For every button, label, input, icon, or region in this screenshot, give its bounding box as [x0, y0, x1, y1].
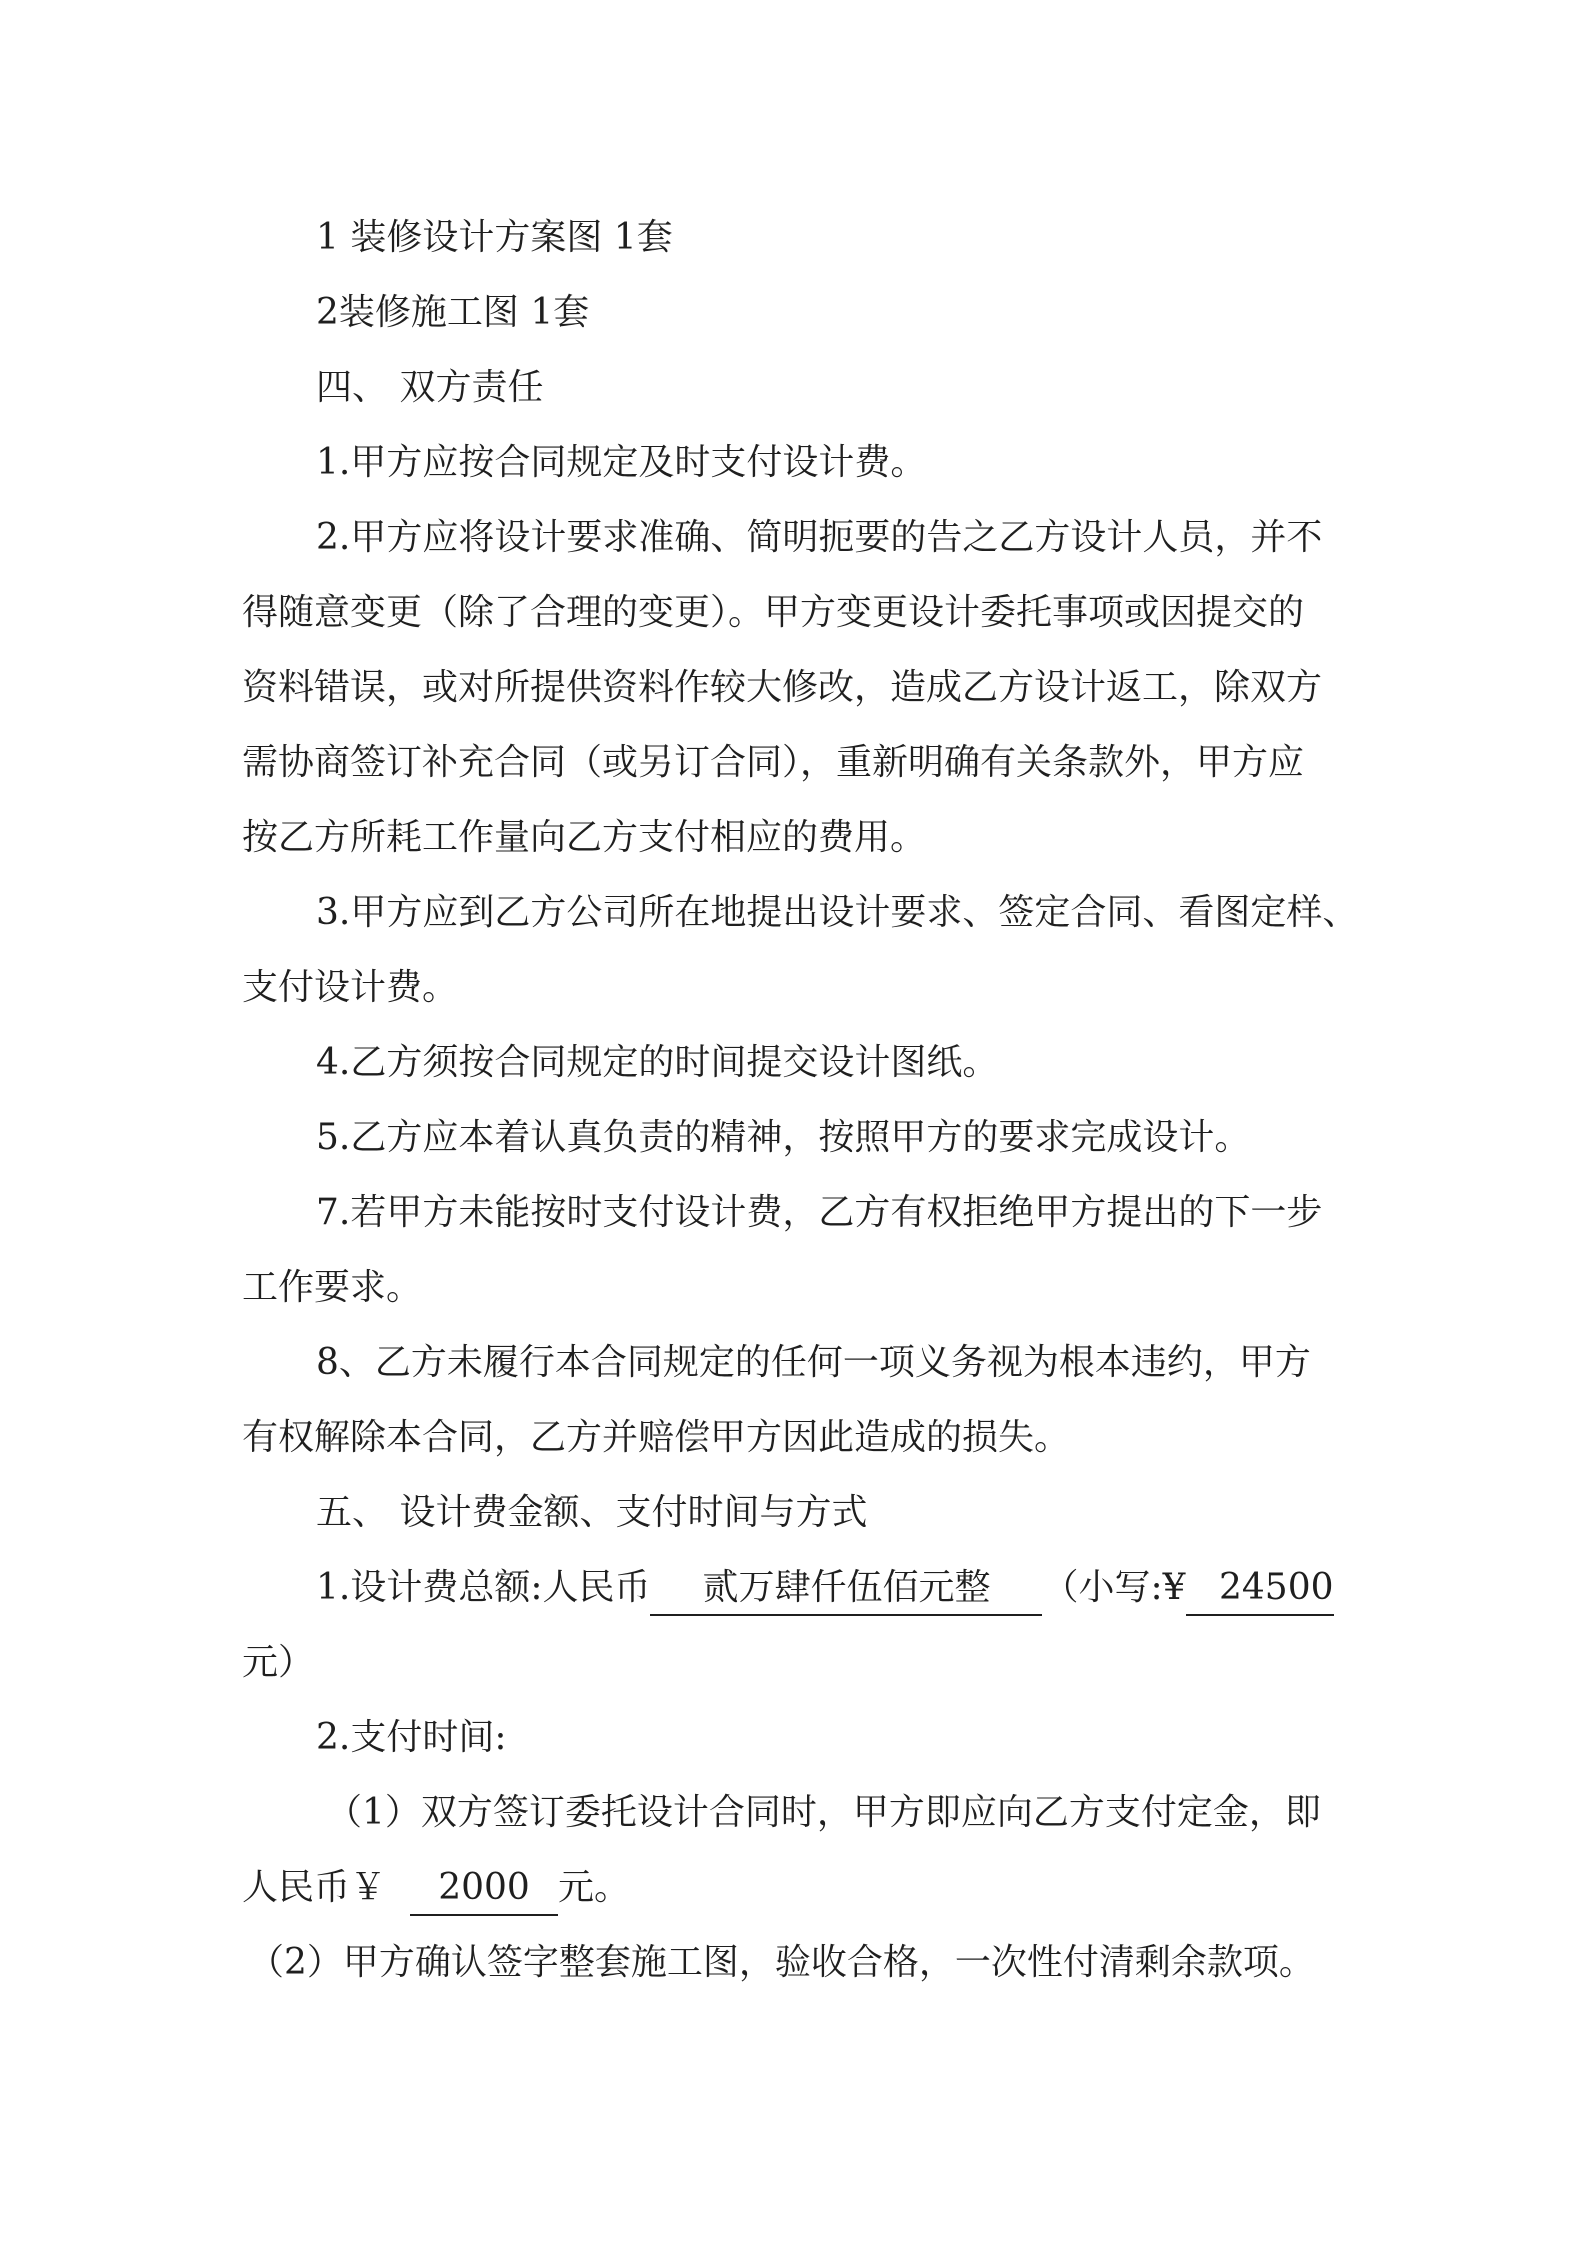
- fee-total-label: 1.设计费总额:人民币: [316, 1567, 651, 1608]
- clause-4: 4.乙方须按合同规定的时间提交设计图纸。: [316, 1042, 999, 1083]
- clause-7-line-1: 7.若甲方未能按时支付设计费，乙方有权拒绝甲方提出的下一步: [316, 1192, 1323, 1233]
- fee-total-unit: 元）: [242, 1642, 315, 1683]
- clause-8-line-1: 8、乙方未履行本合同规定的任何一项义务视为根本违约，甲方: [316, 1342, 1311, 1383]
- fee-total-small-label: （小写:¥: [1042, 1567, 1186, 1608]
- deposit-line-2: [0, 1852, 1586, 1924]
- deposit-unit: 元。: [558, 1867, 631, 1908]
- deposit-line-1: （1）双方签订委托设计合同时，甲方即应向乙方支付定金，即: [326, 1792, 1321, 1833]
- clause-5: 5.乙方应本着认真负责的精神，按照甲方的要求完成设计。: [316, 1117, 1251, 1158]
- fee-total-amount-number: 24500: [1186, 1562, 1334, 1616]
- clause-2-line-1: 2.甲方应将设计要求准确、简明扼要的告之乙方设计人员，并不: [316, 517, 1323, 558]
- clause-2-line-4: 需协商签订补充合同（或另订合同），重新明确有关条款外，甲方应: [242, 742, 1305, 783]
- fee-total-line: [0, 1552, 1586, 1624]
- payment-time-label: 2.支付时间:: [316, 1717, 507, 1758]
- clause-3-line-1: 3.甲方应到乙方公司所在地提出设计要求、签定合同、看图定样、: [316, 892, 1359, 933]
- clause-7-line-2: 工作要求。: [242, 1267, 423, 1308]
- clause-2-line-5: 按乙方所耗工作量向乙方支付相应的费用。: [242, 817, 927, 858]
- clause-3-line-2: 支付设计费。: [242, 967, 459, 1008]
- clause-1: 1.甲方应按合同规定及时支付设计费。: [316, 442, 927, 483]
- list-item-construction-drawings: 2装修施工图 1套: [316, 292, 590, 333]
- section-five-title: 五、 设计费金额、支付时间与方式: [316, 1492, 868, 1533]
- clause-2-line-3: 资料错误，或对所提供资料作较大修改，造成乙方设计返工，除双方: [242, 667, 1323, 708]
- fee-total-amount-words: 贰万肆仟伍佰元整: [650, 1562, 1042, 1616]
- final-payment-clause: （2）甲方确认签字整套施工图，验收合格，一次性付清剩余款项。: [248, 1942, 1315, 1983]
- clause-2-line-2: 得随意变更（除了合理的变更）。甲方变更设计委托事项或因提交的: [242, 592, 1305, 633]
- list-item-design-scheme: 1 装修设计方案图 1套: [316, 217, 673, 258]
- deposit-amount: 2000: [410, 1862, 558, 1916]
- section-four-title: 四、 双方责任: [316, 367, 544, 408]
- deposit-prefix: 人民币￥: [242, 1867, 387, 1908]
- clause-8-line-2: 有权解除本合同，乙方并赔偿甲方因此造成的损失。: [242, 1417, 1071, 1458]
